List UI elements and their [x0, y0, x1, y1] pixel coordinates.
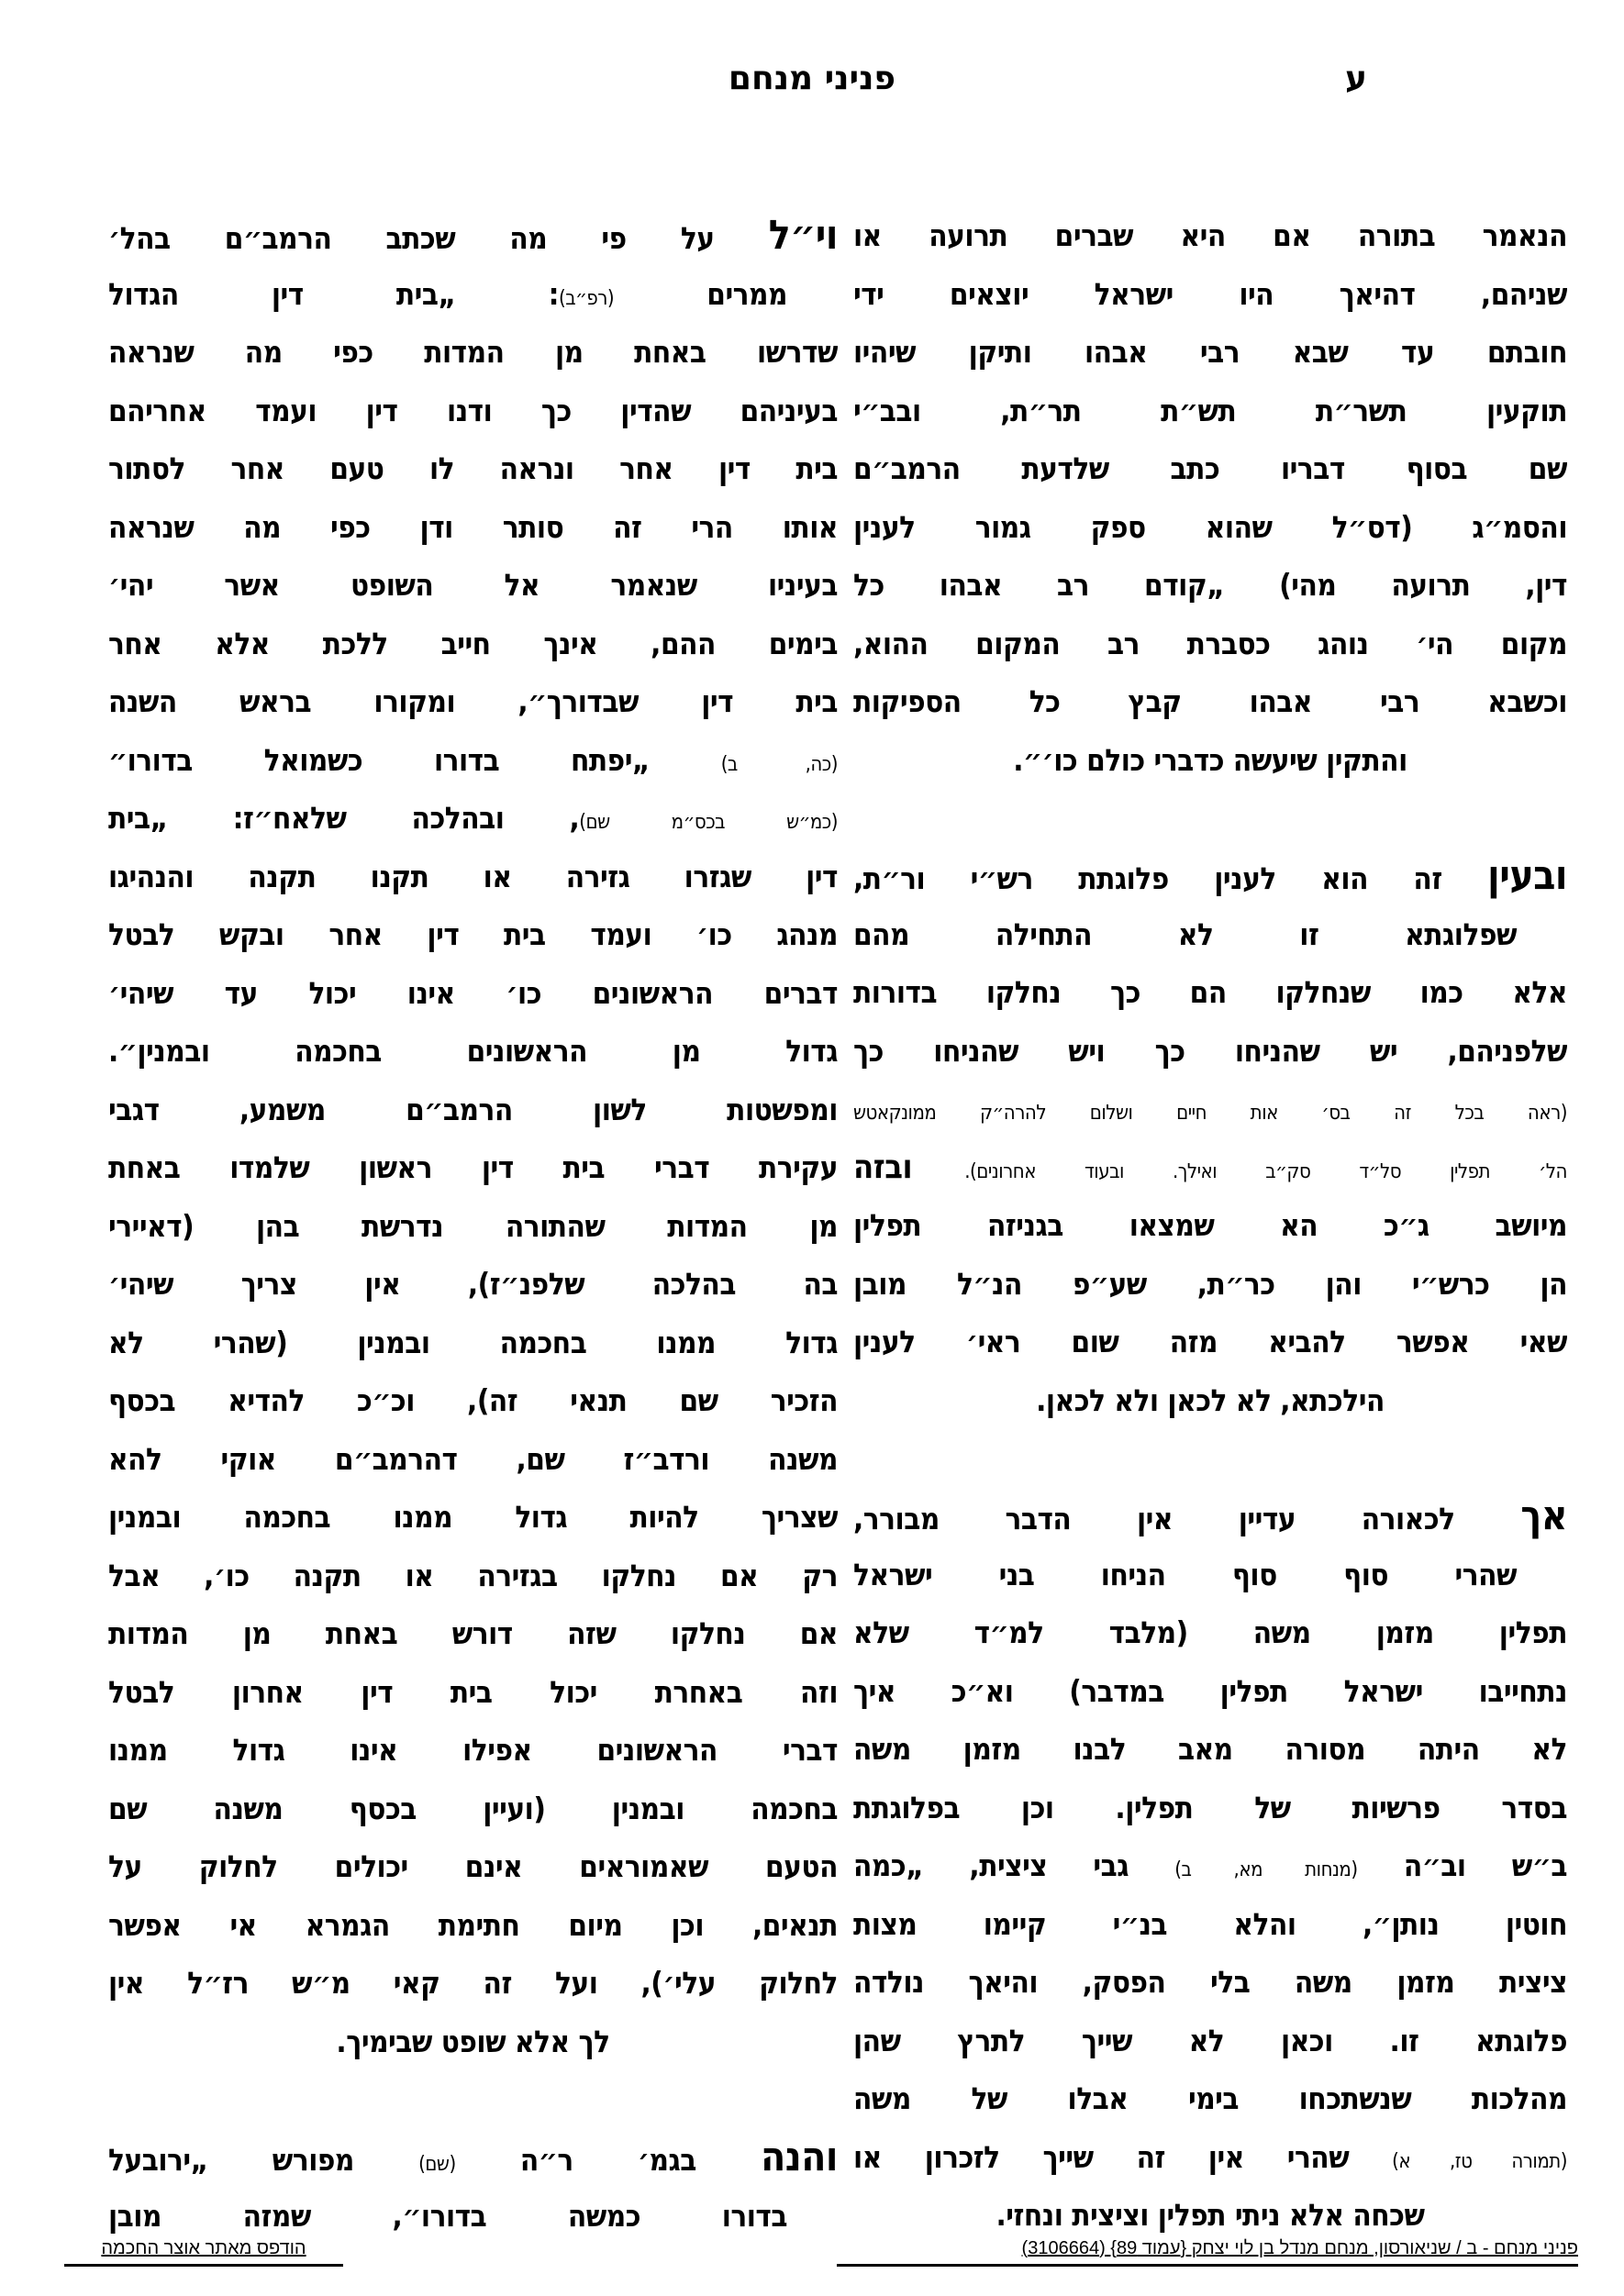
text-line: והסמ״ג (דס״ל שהוא ספק גמור לענין [853, 508, 1567, 545]
text-line: שניהם, דהיאך היו ישראל יוצאים ידי [853, 275, 1567, 312]
text-line: בימים ההם, אינך חייב ללכת אלא אחר [108, 625, 838, 661]
text-line: גדול מן הראשונים בחכמה ובמנין״. [108, 1033, 838, 1069]
opening-word: ובעין [1487, 852, 1567, 899]
text-line: שלפניהם, יש שהניחו כך ויש שהניחו כך [853, 1032, 1567, 1069]
text-line: דברים הראשונים כו׳ אינו יכול עד שיהי׳ [108, 974, 838, 1011]
text-line: פלוגתא זו. וכאן לא שייך לתרץ שהן [853, 2022, 1567, 2058]
citation: (כה, ב) [720, 752, 838, 776]
text-line: עקירת דברי בית דין ראשון שלמדו באחת [108, 1149, 838, 1185]
text-line [853, 2128, 1567, 2187]
text-line: בה בהלכה שלפנ״ז), אין צריך שיהי׳ [108, 1266, 838, 1302]
text-line: בית דין שבדורך״, ומקורו בראש השנה [108, 683, 838, 719]
text-line: גדול ממנו בחכמה ובמנין (שהרי לא [108, 1324, 838, 1360]
text-line: מנהג כו׳ ועמד בית דין אחר ובקש לבטל [108, 916, 838, 952]
text-line: בית דין אחר ונראה לו טעם אחר לסתור [108, 450, 838, 486]
paragraph-gap [108, 2070, 838, 2128]
text-line: משנה ורדב״ז שם, דהרמב״ם אוקי להא [108, 1440, 838, 1477]
text-line: הטעם שאמוראים אינם יכולים לחלוק על [108, 1848, 838, 1884]
text-line: תפלין מזמן משה (מלבד למ״ד שלא [853, 1614, 1567, 1650]
text-line [108, 731, 838, 790]
printed-from-footer: הודפס מאתר אוצר החכמה [64, 2236, 343, 2267]
text-line [853, 1138, 1567, 1197]
text-line: אלא כמו שנחלקו הם כך נחלקו בדורות [853, 974, 1567, 1010]
text-line: מקום הי׳ נוהג כסברת רב המקום ההוא, [853, 625, 1567, 661]
text-line: הנאמר בתורה אם היא שברים תרועה או [853, 217, 1567, 253]
text-line: ומפשטות לשון הרמב״ם משמע, דגבי [108, 1091, 838, 1127]
text-span: לכאורה עדיין אין הדבר מבורר, [853, 1501, 1455, 1536]
paragraph-gap [853, 789, 1567, 847]
text-line [853, 1080, 1567, 1138]
text-line: שפלוגתא זו לא התחילה מהם [853, 915, 1517, 952]
running-title: פניני מנחם [728, 60, 896, 97]
text-line: תנאים, וכן מיום חתימת הגמרא אי אפשר [108, 1906, 838, 1943]
text-line: חוטין נותן״, והלא בנ״י קיימו מצות [853, 1905, 1567, 1942]
text-line: דין, תרועה מהי) „קודם רב אבהו כל [853, 567, 1567, 603]
text-line: שצריך להיות גדול ממנו בחכמה ובמנין [108, 1499, 838, 1535]
text-span: „יפתח בדורו כשמואל בדורו״ [108, 741, 650, 778]
paragraph-opening-line [108, 206, 838, 265]
page-header [0, 50, 1624, 105]
text-line: בחכמה ובמנין (ועיין בכסף משנה שם [108, 1790, 838, 1826]
citation: הל׳ תפלין סל״ד סק״ב ואילך. ובעוד אחרונים). [964, 1159, 1567, 1183]
paragraph-opening-line [853, 1487, 1567, 1546]
text-line [108, 789, 838, 848]
text-span: זה הוא לענין פלוגתת רש״י ור״ת, [853, 860, 1442, 896]
text-line: שם בסוף דבריו כתב שלדעת הרמב״ם [853, 450, 1567, 486]
text-line: הילכתא, לא לכאן ולא לכאן. [1036, 1381, 1385, 1418]
source-footer: פניני מנחם - ב / שניאורסון, מנחם מנדל בן לוי יצחק {עמוד 89} (3106664) [837, 2236, 1578, 2267]
text-span: בגמ׳ ר״ה [519, 2142, 696, 2178]
text-line: נתחייבו ישראל תפלין במדבר) וא״כ איך [853, 1672, 1567, 1709]
text-line: ציצית מזמן משה בלי הפסק, והיאך נולדה [853, 1964, 1567, 2000]
text-line: וזה באחרת יכול בית דין אחרון לבטל [108, 1673, 838, 1710]
text-line: מהלכות שנשתכחו בימי אבלו של משה [853, 2080, 1567, 2116]
text-line [108, 265, 838, 324]
text-line: הן כרש״י והן כר״ת, שע״פ הנ״ל מובן [853, 1265, 1567, 1302]
paragraph-opening-line [108, 2128, 838, 2187]
text-line: בדורו כמשה בדורו״, שמזה מובן [108, 2197, 787, 2234]
citation: (רפ״ב) [558, 286, 615, 310]
text-line: והתקין שיעשה כדברי כולם כו׳״. [1013, 741, 1407, 778]
text-span: ב״ש וב״ה [1403, 1847, 1567, 1883]
text-line: בסדר פרשיות של תפלין. וכן בפלוגתת [853, 1789, 1567, 1825]
opening-word: אך [1520, 1492, 1567, 1539]
text-line: תוקעין תשר״ת תש״ת תר״ת, ובב״י [853, 392, 1567, 428]
text-line [853, 1836, 1567, 1895]
text-line: לחלוק עלי׳), ועל זה קאי מ״ש רז״ל אין [108, 1965, 838, 2001]
text-span: שהרי אין זה שייך לזכרון או [853, 2138, 1350, 2175]
citation: (מנחות מא, ב) [1174, 1858, 1358, 1881]
text-line: לא היתה מסורה מאב לבנו מזמן משה [853, 1731, 1567, 1767]
citation: (ראה בכל זה בס׳ אות חיים ושלום להרה״ק ממונקאטש [853, 1102, 1567, 1125]
text-line: בעיניו שנאמר אל השופט אשר יהי׳ [108, 567, 838, 603]
text-span: , ובהלכה שלאח״ז: „בית [108, 800, 580, 836]
paragraph-gap [853, 1429, 1567, 1487]
left-column [108, 206, 838, 2245]
text-line: מיושב ג״כ הא שמצאו בגניזה תפלין [853, 1207, 1567, 1243]
text-span: : „בית דין הגדול [108, 275, 559, 312]
opening-word: וי״ל [768, 212, 838, 259]
emphasized-word: ובזה [853, 1148, 913, 1186]
citation: (שם) [418, 2153, 456, 2176]
text-line: אם נחלקו שזה דורש באחת מן המדות [108, 1615, 838, 1651]
text-line: שדרשו באחת מן המדות כפי מה שנראה [108, 334, 838, 370]
citation: (תמורה טז, א) [1392, 2149, 1567, 2173]
right-column [853, 206, 1567, 2245]
text-span: על פי מה שכתב הרמב״ם בהל׳ [108, 220, 715, 256]
text-line: לך אלא שופט שבימיך. [336, 2023, 610, 2059]
text-line: דברי הראשונים אפילו אינו גדול ממנו [108, 1732, 838, 1768]
text-span: מפורש „ירובעל [108, 2142, 354, 2178]
text-line: בעיניהם שהדין כך ודנו דין ועמד אחריהם [108, 392, 838, 428]
text-line: שהרי סוף סוף הניחו בני ישראל [853, 1556, 1517, 1592]
page-number: ע [1345, 60, 1367, 97]
text-line: שאי אפשר להביא מזה שום ראי׳ לענין [853, 1324, 1567, 1359]
text-span: גבי ציצית, „כמה [853, 1847, 1129, 1883]
text-line: רק אם נחלקו בגזירה או תקנה כו׳, אבל [108, 1557, 838, 1593]
paragraph-opening-line [853, 847, 1567, 905]
text-line: וכשבא רבי אבהו קבץ כל הספיקות [853, 683, 1567, 719]
text-line: שכחה אלא ניתי תפלין וציצית ונחזי. [996, 2197, 1425, 2233]
text-line: חובתם עד שבא רבי אבהו ותיקן שיהיו [853, 334, 1567, 370]
text-line: הזכיר שם תנאי זה), וכ״כ להדיא בכסף [108, 1382, 838, 1418]
citation: (כמ״ש בכס״מ שם) [579, 811, 838, 834]
text-span: ממרים [706, 275, 787, 312]
opening-word: והנה [761, 2134, 838, 2180]
text-line: מן המדות שהתורה נדרשת בהן (דאיירי [108, 1207, 838, 1244]
text-line: דין שגזרו גזירה או תקנו תקנה והנהיגו [108, 858, 838, 894]
text-line: אותו הרי זה סותר ודן כפי מה שנראה [108, 508, 838, 545]
